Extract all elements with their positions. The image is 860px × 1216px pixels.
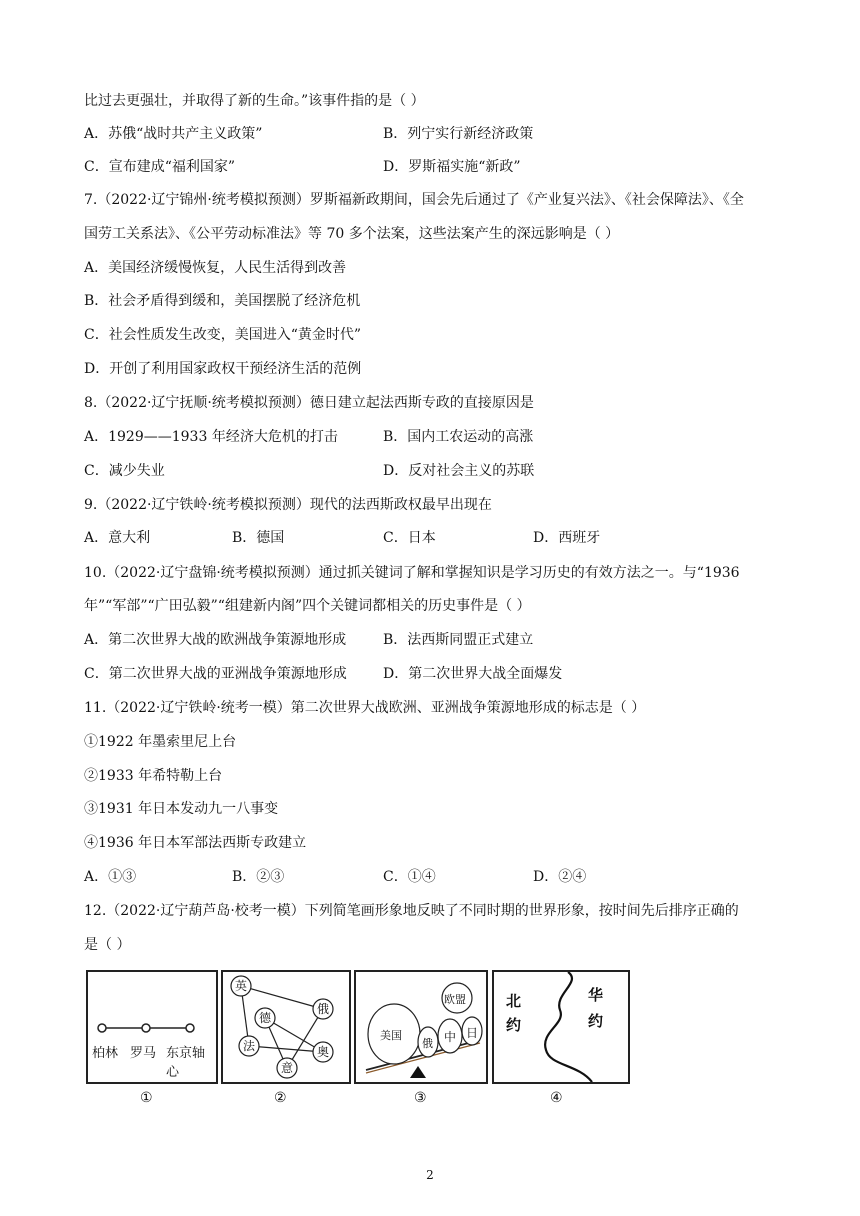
q11-statement-4: ④1936 年日本军部法西斯专政建立 xyxy=(84,835,307,851)
node-eu: 欧盟 xyxy=(444,993,466,1006)
node-tokyo-axis: 东京轴心 xyxy=(166,1046,206,1080)
q11-statement-2: ②1933 年希特勒上台 xyxy=(84,768,223,784)
node-austria: 奥 xyxy=(317,1045,330,1059)
q8-option-a: A．1929——1933 年经济大危机的打击 xyxy=(84,429,338,445)
q10-stem-line1: 10.（2022·辽宁盘锦·统考模拟预测）通过抓关键词了解和掌握知识是学习历史的有效方法之一。与“1936 xyxy=(84,565,740,581)
q9-option-c: C．日本 xyxy=(383,530,436,546)
node-japan: 日 xyxy=(466,1026,479,1040)
q9-option-a: A．意大利 xyxy=(84,530,151,546)
q8-option-b: B．国内工农运动的高涨 xyxy=(383,429,534,445)
node-russia-3: 俄 xyxy=(422,1037,433,1050)
figure-3-label: ③ xyxy=(414,1090,427,1106)
q12-stem-line1: 12.（2022·辽宁葫芦岛·校考一模）下列简笔画形象地反映了不同时期的世界形象，按时间先后排序正确的 xyxy=(84,903,739,919)
q6-option-b: B．列宁实行新经济政策 xyxy=(383,126,534,142)
q8-stem: 8.（2022·辽宁抚顺·统考模拟预测）德日建立起法西斯专政的直接原因是 xyxy=(84,395,534,411)
q9-stem: 9.（2022·辽宁铁岭·统考模拟预测）现代的法西斯政权最早出现在 xyxy=(84,497,492,513)
node-berlin: 柏林 xyxy=(92,1046,119,1061)
figure-1-label: ① xyxy=(140,1090,153,1106)
label-treaty-right: 约 xyxy=(588,1012,604,1030)
figure-4-label: ④ xyxy=(550,1090,563,1106)
figure-3-multipolar xyxy=(354,970,488,1084)
page-number: 2 xyxy=(426,1168,434,1182)
q9-option-d: D．西班牙 xyxy=(533,530,601,546)
node-france: 法 xyxy=(243,1039,256,1053)
q6-option-d: D．罗斯福实施“新政” xyxy=(383,159,521,175)
q11-option-a: A．①③ xyxy=(84,869,137,885)
q7-option-c: C．社会性质发生改变，美国进入“黄金时代” xyxy=(84,327,362,343)
q7-stem-line1: 7.（2022·辽宁锦州·统考模拟预测）罗斯福新政期间，国会先后通过了《产业复兴法》、《社会保障法》、《全 xyxy=(84,192,744,208)
q7-option-d: D．开创了利用国家政权干预经济生活的范例 xyxy=(84,361,362,377)
figure-2-label: ② xyxy=(274,1090,287,1106)
q6-option-c: C．宣布建成“福利国家” xyxy=(84,159,236,175)
q7-stem-line2: 国劳工关系法》、《公平劳动标准法》等 70 多个法案，这些法案产生的深远影响是（ ） xyxy=(84,226,620,242)
q10-option-b: B．法西斯同盟正式建立 xyxy=(383,632,534,648)
label-treaty-left: 约 xyxy=(506,1016,522,1034)
q7-option-b: B．社会矛盾得到缓和，美国摆脱了经济危机 xyxy=(84,293,361,309)
node-germany: 德 xyxy=(259,1011,272,1025)
label-north: 北 xyxy=(506,992,522,1010)
node-rome: 罗马 xyxy=(130,1046,157,1061)
figure-2-alliances xyxy=(221,970,351,1084)
q10-stem-line2: 年”“军部”“广田弘毅”“组建新内阁”四个关键词都相关的历史事件是（ ） xyxy=(84,598,531,614)
figure-1-axis xyxy=(86,970,218,1084)
node-usa: 美国 xyxy=(380,1029,402,1042)
q11-option-d: D．②④ xyxy=(533,869,587,885)
q11-statement-1: ①1922 年墨索里尼上台 xyxy=(84,734,237,750)
q8-option-c: C．减少失业 xyxy=(84,463,165,479)
q10-option-a: A．第二次世界大战的欧洲战争策源地形成 xyxy=(84,632,347,648)
q8-option-d: D．反对社会主义的苏联 xyxy=(383,463,535,479)
q10-option-c: C．第二次世界大战的亚洲战争策源地形成 xyxy=(84,666,347,682)
q12-stem-line2: 是（ ） xyxy=(84,937,131,953)
q7-option-a: A．美国经济缓慢恢复，人民生活得到改善 xyxy=(84,260,347,276)
q6-option-a: A．苏俄“战时共产主义政策” xyxy=(84,126,263,142)
node-russia: 俄 xyxy=(317,1002,330,1016)
node-china: 中 xyxy=(444,1030,457,1044)
q11-option-c: C．①④ xyxy=(383,869,436,885)
q11-statement-3: ③1931 年日本发动九一八事变 xyxy=(84,801,279,817)
q11-option-b: B．②③ xyxy=(232,869,285,885)
q9-option-b: B．德国 xyxy=(232,530,285,546)
figure-4-two-blocs xyxy=(492,970,630,1084)
node-italy: 意 xyxy=(281,1061,294,1075)
q6-stem-cont: 比过去更强壮，并取得了新的生命。”该事件指的是（ ） xyxy=(84,93,425,109)
q10-option-d: D．第二次世界大战全面爆发 xyxy=(383,666,563,682)
label-warsaw: 华 xyxy=(588,986,604,1004)
node-britain: 英 xyxy=(235,979,248,993)
q11-stem: 11.（2022·辽宁铁岭·统考一模）第二次世界大战欧洲、亚洲战争策源地形成的标志是（ ） xyxy=(84,700,646,716)
